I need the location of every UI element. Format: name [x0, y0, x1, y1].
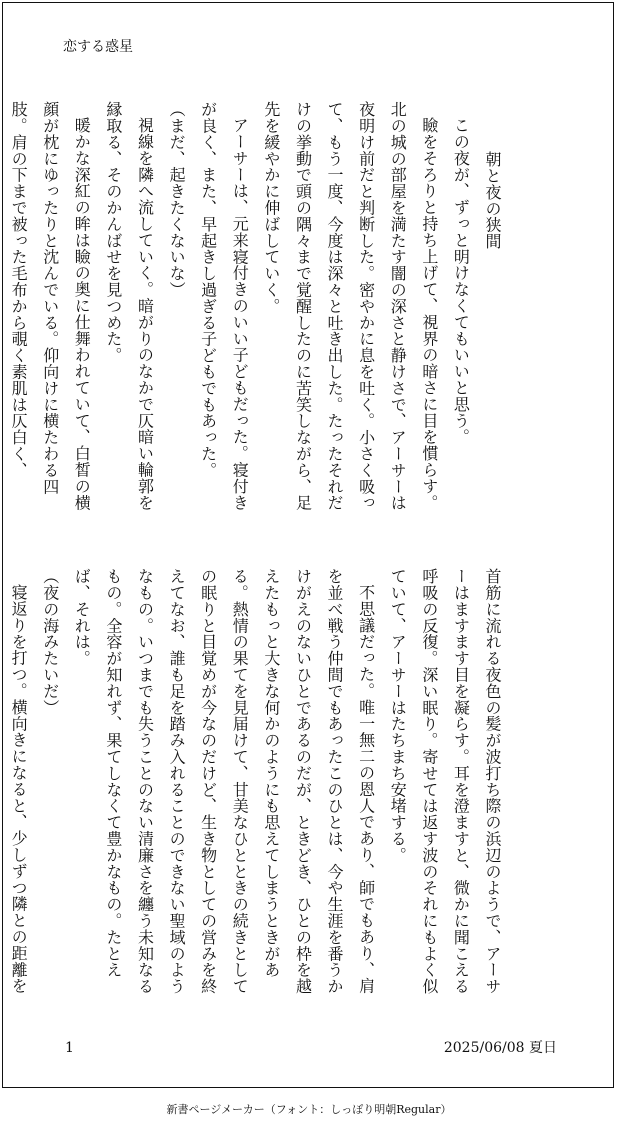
paragraph: 暖かな深紅の眸は瞼の奥に仕舞われていて、白皙の横顔が枕にゆったりと沈んでいる。仰向けに横たわる四肢。肩の下まで被った毛布から覗く素肌は仄白く、: [9, 101, 92, 511]
paragraph: 瞼をそろりと持ち上げて、視界の暗さに目を慣らす。北の城の部屋を満たす闇の深さと静けさで、アーサーは夜明け前だと判断した。密やかに息を吐く。小さく吸って、もう一度、今度は深々と吐き出した。たったそれだけの挙動で頭の隅々まで覚醒したのに苦笑しながら、足先を緩やかに伸ばしていく。: [261, 101, 439, 511]
paragraph: 寝返りを打つ。横向きになると、少しずつ隣との距離を: [9, 584, 29, 994]
text-block-top: [9, 101, 508, 516]
paragraph: 不思議だった。唯一無二の恩人であり、師でもあり、肩を並べ戦う仲間でもあったこのひとは、今や生涯を番うかけがえのないひとであるのだが、ときどき、ひとの枠を越えたもっと大きな何かのようにも思えてしまうときがある。熱情の果てを見届けて、甘美なひとときの続きとしての眠りと目覚めが今なのだけど、生き物としての営みを終えてなお、誰も足を踏み入れることのできない聖域のようなもの。いつまでも失うことのない清廉さを纏う未知なるもの。全容が知れず、果てしなくて豊かなもの。たとえば、それは。: [72, 568, 376, 995]
generator-caption: 新書ページメーカー（フォント：しっぽり明朝Regular）: [166, 1103, 452, 1116]
chapter-title: 朝と夜の狭間: [483, 150, 502, 249]
running-head-title: 恋する惑星: [63, 39, 133, 55]
paragraph: 視線を隣へ流していく。暗がりのなかで仄暗い輪郭を縁取る、そのかんばせを見つめた。: [103, 101, 155, 511]
page-number: 1: [65, 1040, 74, 1056]
book-page: [2, 2, 614, 1088]
paragraph-thought: （夜の海みたいだ）: [40, 568, 60, 716]
paragraph-thought: （まだ、起きたくないな）: [167, 101, 187, 298]
footer-date-author: 2025/06/08 夏日: [443, 1040, 557, 1056]
paragraph: この夜が、ずっと明けなくてもいいと思う。: [451, 117, 471, 445]
paragraph: アーサーは、元来寝付きのいい子どもだった。寝付きが良く、また、早起きし過ぎる子どもでもあった。: [198, 101, 250, 511]
text-block-bottom: [9, 568, 508, 1008]
paragraph-continued: 首筋に流れる夜色の髪が波打ち際の浜辺のようで、アーサーはますます目を凝らす。耳を澄ますと、微かに聞こえる呼吸の反復。深い眠り。寄せては返す波のそれにもよく似ていて、アーサーはたちまち安堵する。: [388, 568, 502, 995]
